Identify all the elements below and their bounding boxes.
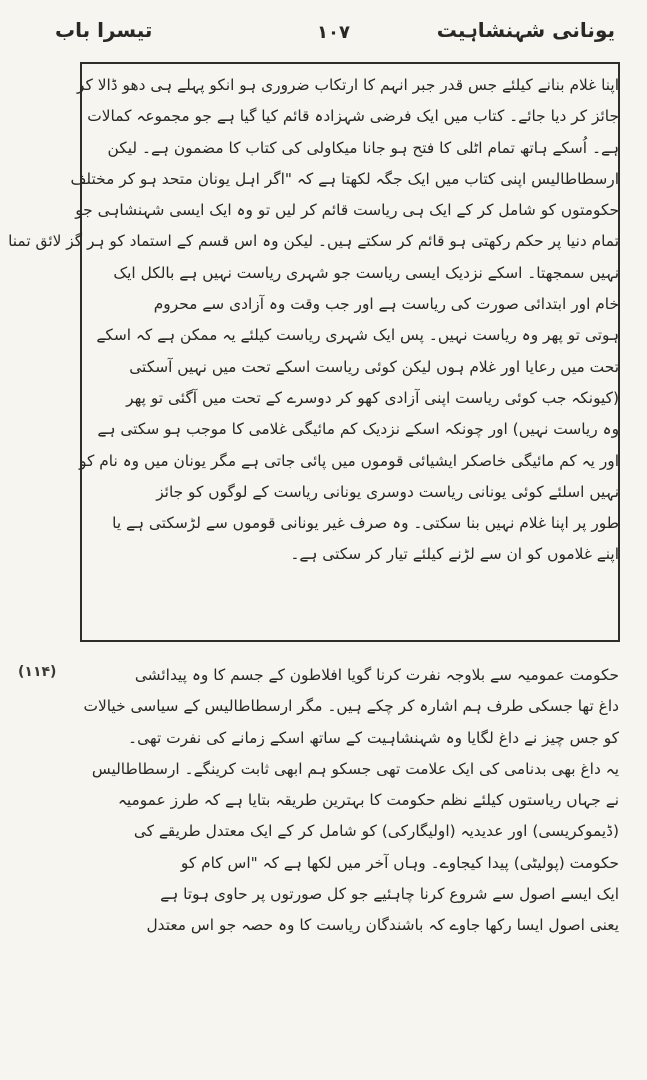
text-line: کو جس چیز نے داغ لگایا وہ شہنشاہیت کے ساتھ اسکے زمانے کی نفرت تھی۔ [128, 728, 619, 747]
text-line: نہیں اسلئے کوئی یونانی ریاست دوسری یونانی ریاست کے لوگوں کو جائز [156, 482, 619, 501]
text-line: اور یہ کم مائیگی خاصکر ایشیائی قوموں میں پائی جاتی ہے مگر یونان میں وہ نام کو [79, 451, 619, 470]
text-line: اپنے غلاموں کو ان سے لڑنے کیلئے تیار کر سکتی ہے۔ [290, 545, 619, 564]
text-line: نہیں سمجھتا۔ اسکے نزدیک ایسی ریاست جو شہری ریاست نہیں ہے بالکل ایک [113, 263, 619, 282]
page-number: ۱۰۷ [317, 22, 350, 43]
text-line: یعنی اصول ایسا رکھا جاوے کہ باشندگان ریاست کا وہ حصہ جو اس معتدل [146, 916, 619, 935]
text-line: خام اور ابتدائی صورت کی ریاست ہے اور جب وقت وہ آزادی سے محروم [153, 295, 619, 314]
text-line: وہ ریاست نہیں) اور چونکہ اسکے نزدیک کم مائیگی غلامی کا موجب ہو سکتی ہے [97, 420, 619, 439]
text-line: نے جہاں ریاستوں کیلئے نظم حکومت کا بہترین طریقہ بتایا ہے کہ طرز عمومیہ [117, 791, 619, 810]
page-header [55, 14, 615, 54]
text-line: ہوتی تو پھر وہ ریاست نہیں۔ پس ایک شہری ریاست کیلئے یہ ممکن ہے کہ اسکے [96, 326, 619, 345]
text-line: (ڈیموکریسی) اور عدیدیہ (اولیگارکی) کو شامل کر کے ایک معتدل طریقے کی [133, 822, 619, 841]
text-line: طور پر اپنا غلام نہیں بنا سکتی۔ وہ صرف غیر یونانی قوموں سے لڑسکتی ہے یا [112, 514, 619, 533]
text-line: تمام دنیا پر حکم رکھتی ہو قائم کر سکتے ہیں۔ لیکن وہ اس قسم کے استماد کو ہر گز لائق تمنا [8, 232, 619, 251]
body-text-block-1 [8, 70, 619, 571]
text-line: یہ داغ بھی بدنامی کی ایک علامت تھی جسکو ہم ابھی ثابت کرینگے۔ ارسطاطالیس [91, 759, 619, 778]
text-line: حکومت عمومیہ سے بلاوجہ نفرت کرنا گویا افلاطون کے جسم کا وہ پیدائشی [134, 666, 619, 684]
text-line: تحت میں رعایا اور غلام ہوں لیکن کوئی ریاست اسکے تحت میں نہیں آسکتی [129, 357, 619, 376]
text-line: (کیونکہ جب کوئی ریاست اپنی آزادی کھو کر دوسرے کے تحت میں آگئی تو پھر [126, 388, 619, 407]
text-line: ہے۔ اُسکے ہاتھ تمام اٹلی کا فتح ہو جانا میکاولی کی کتاب کا مضمون ہے۔ لیکن [107, 138, 619, 157]
running-title: یونانی شہنشاہیت [436, 18, 615, 42]
margin-note: (۱۱۴) [18, 664, 57, 680]
text-line: حکومت (پولیٹی) پیدا کیجاوے۔ وہاں آخر میں لکھا ہے کہ "اس کام کو [180, 853, 619, 872]
body-text-block-2 [74, 660, 619, 942]
text-line: جائز کر دیا جائے۔ کتاب میں ایک فرضی شہزادہ قائم کیا گیا ہے جو مجموعہ کمالات [87, 107, 619, 126]
text-line: حکومتوں کو شامل کر کے ایک ہی ریاست قائم کر لیں تو وہ ایک ایسی شہنشاہی جو [75, 201, 619, 220]
text-line: اپنا غلام بنانے کیلئے جس قدر جبر انہم کا ارتکاب ضروری ہو انکو پہلے ہی دھو ڈالا کر [77, 76, 619, 94]
chapter-title: تیسرا باب [55, 18, 153, 42]
text-line: داغ تھا جسکی طرف ہم اشارہ کر چکے ہیں۔ مگر ارسطاطالیس کے سیاسی خیالات [83, 697, 619, 716]
text-line: ارسطاطالیس اپنی کتاب میں ایک جگہ لکھتا ہے کہ "اگر اہل یونان متحد ہو کر مختلف [70, 169, 619, 188]
text-line: ایک ایسے اصول سے شروع کرنا چاہئیے جو کل صورتوں پر حاوی ہوتا ہے [160, 885, 619, 904]
